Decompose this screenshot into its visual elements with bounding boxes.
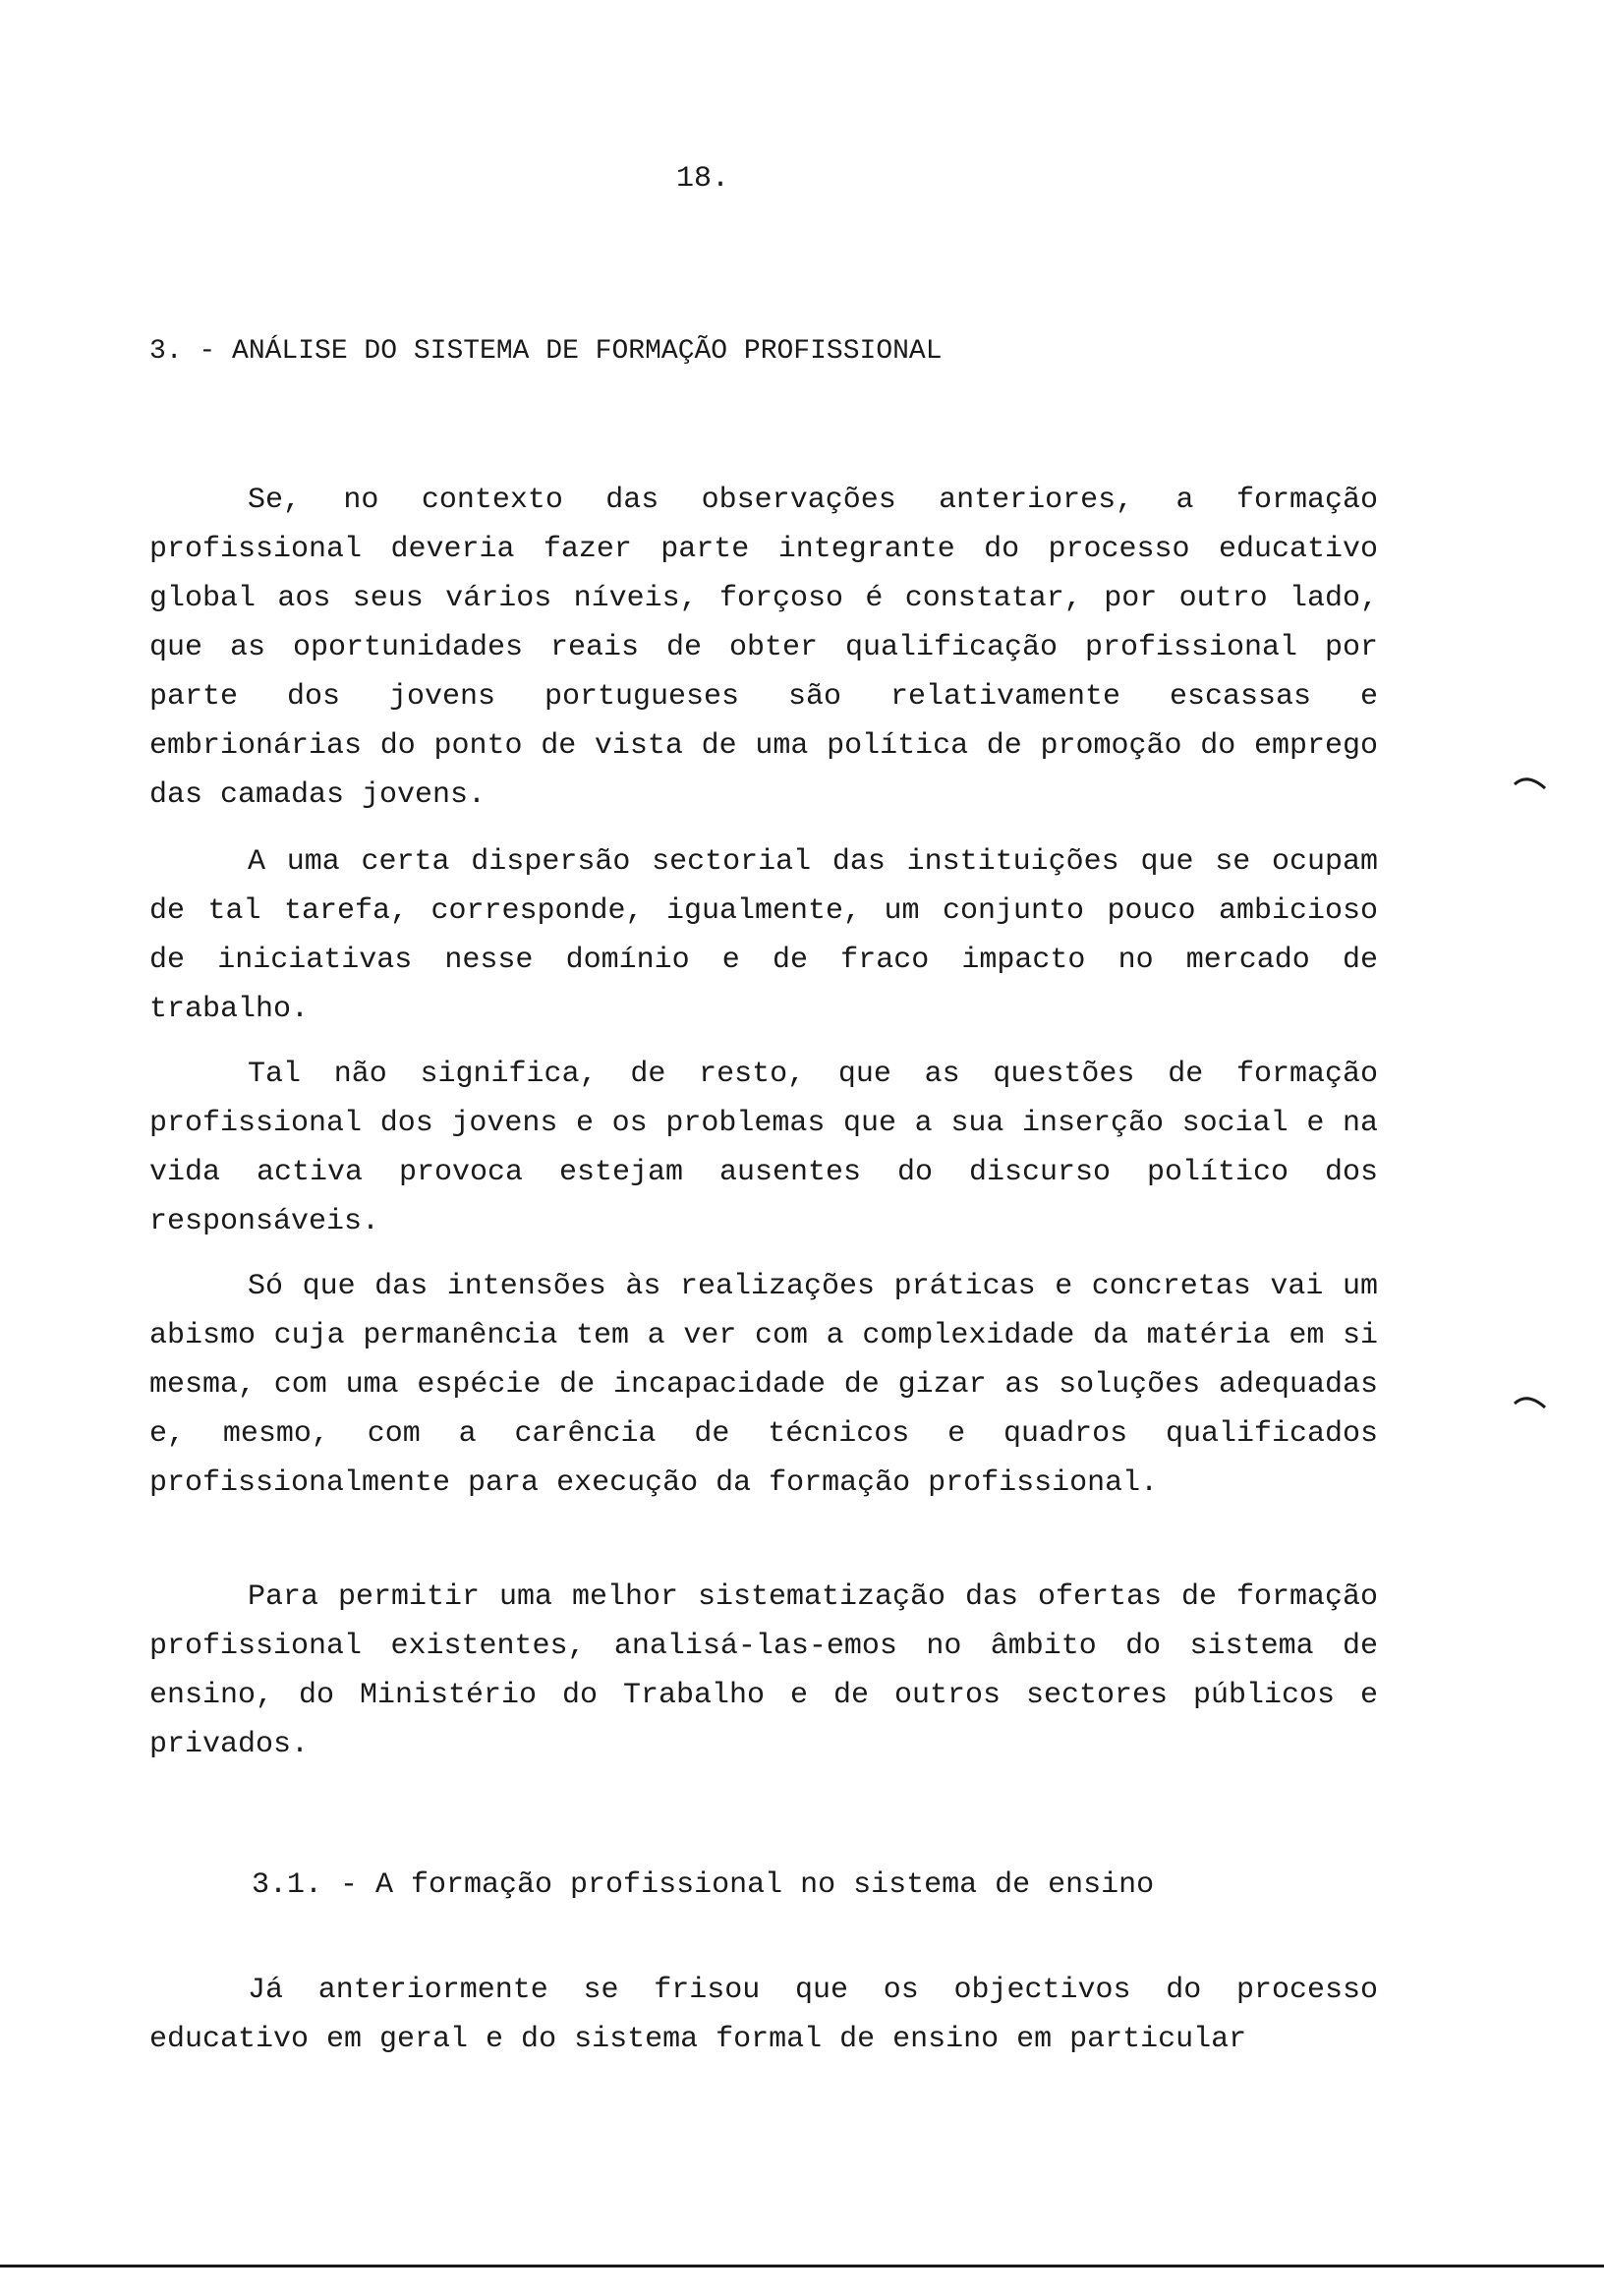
paragraph: Só que das intensões às realizações práticas e concretas vai um abismo cuja permanência tem a ver com a complexidade da matéria em si mesma, com uma espécie de incapacidade de gizar as soluções adequadas e, mesmo, com a carência de técnicos e quadros qualificados profissionalmente para execução da formação profissional. [149, 1270, 1378, 1500]
page-number: 18. [676, 162, 730, 196]
paragraph: A uma certa dispersão sectorial das instituições que se ocupam de tal tarefa, corresponde, igualmente, um conjunto pouco ambicioso de iniciativas nesse domínio e de fraco impacto no mercado de trabalho. [149, 845, 1378, 1026]
margin-mark [1514, 1394, 1547, 1409]
section-heading: 3. - ANÁLISE DO SISTEMA DE FORMAÇÃO PROFISSIONAL [149, 336, 943, 367]
bottom-rule [0, 2265, 1604, 2267]
paragraph: Se, no contexto das observações anteriores, a formação profissional deveria fazer parte integrante do processo educativo global aos seus vários níveis, forçoso é constatar, por outro lado, que as oportunidades reais de obter qualificação profissional por parte dos jovens portugueses são relativamente escassas e embrionárias do ponto de vista de uma política de promoção do emprego das camadas jovens. [149, 484, 1378, 812]
paragraph: Já anteriormente se frisou que os objectivos do processo educativo em geral e do sistema formal de ensino em particular [149, 1974, 1378, 2056]
paragraph: Para permitir uma melhor sistematização das ofertas de formação profissional existentes, analisá-las-emos no âmbito do sistema de ensino, do Ministério do Trabalho e de outros sectores públicos e privados. [149, 1580, 1378, 1761]
paragraph: Tal não significa, de resto, que as questões de formação profissional dos jovens e os problemas que a sua inserção social e na vida activa provoca estejam ausentes do discurso político dos responsáveis. [149, 1058, 1378, 1238]
margin-mark [1514, 775, 1547, 790]
subsection-heading: 3.1. - A formação profissional no sistema de ensino [252, 1868, 1155, 1902]
